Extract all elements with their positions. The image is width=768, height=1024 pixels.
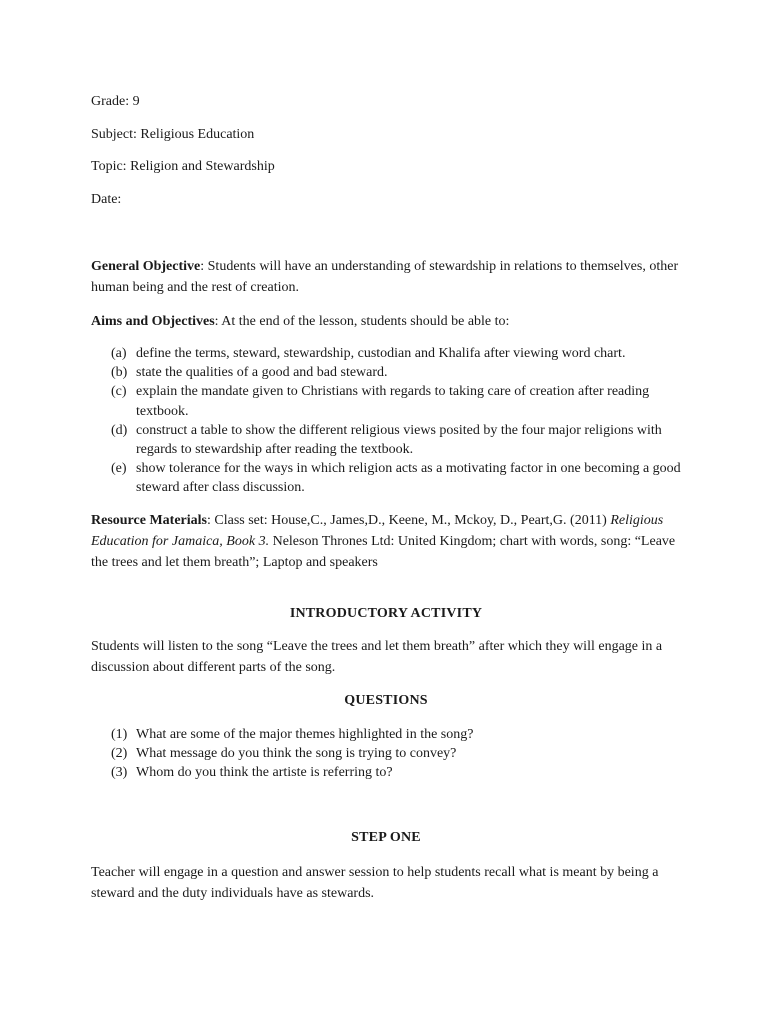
questions-heading: QUESTIONS xyxy=(344,692,428,708)
list-item xyxy=(111,459,681,497)
introductory-activity-heading: INTRODUCTORY ACTIVITY xyxy=(289,605,483,621)
list-item-text: What message do you think the song is trying to convey? xyxy=(136,745,457,761)
list-item xyxy=(111,744,681,763)
introductory-activity-text: Students will listen to the song “Leave the trees and let them breath” after which they will engage in a discussion about different parts of the song. xyxy=(91,638,663,675)
list-item-text: Whom do you think the artiste is referring to? xyxy=(136,764,393,780)
list-item-text: show tolerance for the ways in which religion acts as a motivating factor in one becoming a good steward after class discussion. xyxy=(136,461,681,496)
list-marker: (2) xyxy=(111,745,128,761)
step-one-heading: STEP ONE xyxy=(351,829,421,845)
list-item xyxy=(111,363,681,382)
list-marker: (e) xyxy=(111,461,127,477)
general-objective-label: General Objective xyxy=(91,259,201,274)
list-item-text: construct a table to show the different religious views posited by the four major religions with regards to stewardship after reading the textbook. xyxy=(136,422,662,458)
list-marker: (1) xyxy=(111,726,128,742)
book-title: Religious Education for Jamaica, Book 3. xyxy=(91,512,664,549)
list-marker: (3) xyxy=(111,764,128,780)
date-line: Date: xyxy=(91,191,122,207)
resource-materials-rest: Neleson Thrones Ltd: United Kingdom; chart with words, song: “Leave the trees and let them breath”; Laptop and speakers xyxy=(91,533,676,570)
grade-line: Grade: 9 xyxy=(91,94,140,109)
general-objective-text: : Students will have an understanding of stewardship in relations to themselves, other human being and the rest of creation. xyxy=(91,259,679,295)
topic-line: Topic: Religion and Stewardship xyxy=(91,159,275,174)
list-marker: (c) xyxy=(111,384,127,400)
resource-materials-label: Resource Materials xyxy=(91,512,207,528)
list-item-text: define the terms, steward, stewardship, custodian and Khalifa after viewing word chart. xyxy=(136,346,626,361)
step-one-text: Teacher will engage in a question and answer session to help students recall what is meant by being a steward and the duty individuals have as stewards. xyxy=(91,864,659,901)
list-marker: (b) xyxy=(111,365,128,381)
list-item-text: What are some of the major themes highlighted in the song? xyxy=(136,726,474,742)
resource-materials xyxy=(91,510,681,573)
aims-objectives xyxy=(91,311,681,332)
list-marker: (a) xyxy=(111,346,127,361)
subject-line: Subject: Religious Education xyxy=(91,126,255,142)
general-objective xyxy=(91,256,681,298)
objectives-list xyxy=(91,344,681,498)
list-item-text: state the qualities of a good and bad steward. xyxy=(136,365,388,381)
lesson-plan-page xyxy=(91,93,681,904)
aims-objectives-text: : At the end of the lesson, students should be able to: xyxy=(214,314,510,329)
aims-objectives-label: Aims and Objectives xyxy=(91,314,215,329)
list-item xyxy=(111,763,681,782)
list-item xyxy=(111,725,681,744)
list-item-text: explain the mandate given to Christians with regards to taking care of creation after reading textbook. xyxy=(136,384,650,419)
list-marker: (d) xyxy=(111,422,128,438)
questions-list xyxy=(91,725,681,782)
resource-materials-text: : Class set: House,C., James,D., Keene, M., Mckoy, D., Peart,G. (2011) xyxy=(206,512,611,528)
list-item xyxy=(111,382,681,420)
list-item xyxy=(111,421,681,459)
list-item xyxy=(111,344,681,363)
